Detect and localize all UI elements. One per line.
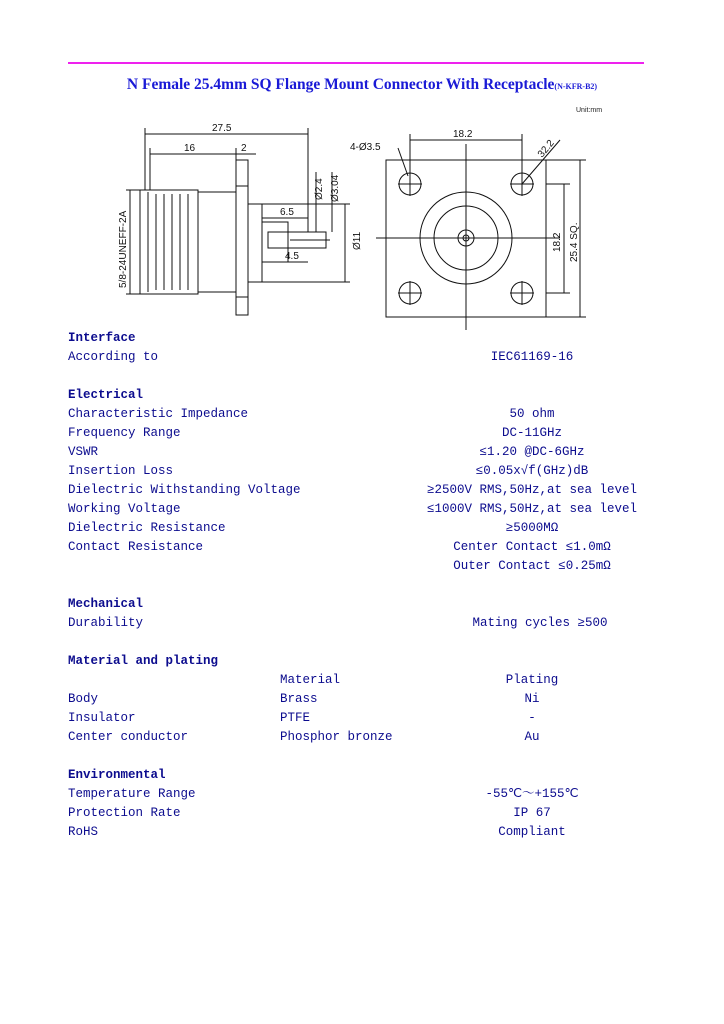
connector-body xyxy=(198,192,236,292)
electrical-heading: Electrical xyxy=(68,388,144,402)
mechanical-heading: Mechanical xyxy=(68,597,144,611)
label-16: 16 xyxy=(184,143,196,154)
label-4-5: 4.5 xyxy=(285,251,299,262)
material-plating: - xyxy=(528,711,536,725)
environmental-value: IP 67 xyxy=(513,806,551,820)
label-27-5: 27.5 xyxy=(212,123,232,134)
electrical-value: Center Contact ≤1.0mΩ xyxy=(453,540,611,554)
label-32-2: 32.2 xyxy=(535,137,557,160)
thread-body xyxy=(140,190,198,294)
material-plating: Ni xyxy=(524,692,540,706)
material-heading: Material and plating xyxy=(68,654,219,668)
interface-heading: Interface xyxy=(68,331,136,345)
label-2: 2 xyxy=(241,143,247,154)
label-holes: 4-Ø3.5 xyxy=(350,142,381,153)
electrical-value: ≤0.05x√f(GHz)dB xyxy=(475,464,589,478)
according-value: IEC61169-16 xyxy=(490,350,574,364)
label-18-2-top: 18.2 xyxy=(453,129,473,140)
durability-value: Mating cycles ≥500 xyxy=(472,616,608,630)
durability-label: Durability xyxy=(68,616,144,630)
environmental-label: Protection Rate xyxy=(68,806,181,820)
label-6-5: 6.5 xyxy=(280,207,294,218)
electrical-value: ≤1.20 @DC-6GHz xyxy=(479,445,585,459)
electrical-value: ≥5000MΩ xyxy=(505,521,559,535)
electrical-label: Frequency Range xyxy=(68,426,181,440)
label-18-2-side: 18.2 xyxy=(552,232,563,252)
electrical-label: Dielectric Withstanding Voltage xyxy=(68,483,301,497)
material-col-header: Material xyxy=(280,673,341,687)
label-thread: 5/8-24UNEFF-2A xyxy=(118,210,129,288)
material-name: Brass xyxy=(280,692,318,706)
page-title: N Female 25.4mm SQ Flange Mount Connector With Receptacle(N-KFR-B2) xyxy=(126,76,598,93)
material-part: Body xyxy=(68,692,99,706)
label-phi3-04: Ø3.04 xyxy=(330,174,341,202)
part-code: (N-KFR-B2) xyxy=(554,82,598,91)
electrical-value: ≥2500V RMS,50Hz,at sea level xyxy=(426,483,638,497)
electrical-label: Characteristic Impedance xyxy=(68,407,249,421)
material-name: PTFE xyxy=(280,711,311,725)
electrical-value: DC-11GHz xyxy=(501,426,562,440)
label-25-4-sq: 25.4 SQ. xyxy=(569,222,580,262)
electrical-label: VSWR xyxy=(68,445,99,459)
electrical-label: Working Voltage xyxy=(68,502,181,516)
environmental-heading: Environmental xyxy=(68,768,166,782)
label-phi2-4: Ø2.4 xyxy=(314,178,325,200)
environmental-label: RoHS xyxy=(68,825,99,839)
electrical-label: Dielectric Resistance xyxy=(68,521,226,535)
according-label: According to xyxy=(68,350,159,364)
label-phi11: Ø11 xyxy=(352,231,363,250)
environmental-value: -55℃～+155℃ xyxy=(485,787,579,801)
electrical-label: Insertion Loss xyxy=(68,464,174,478)
plating-col-header: Plating xyxy=(505,673,559,687)
material-part: Insulator xyxy=(68,711,136,725)
flange xyxy=(236,160,248,315)
material-name: Phosphor bronze xyxy=(280,730,393,744)
material-plating: Au xyxy=(524,730,540,744)
electrical-label: Contact Resistance xyxy=(68,540,204,554)
material-part: Center conductor xyxy=(68,730,189,744)
environmental-label: Temperature Range xyxy=(68,787,196,801)
hole-leader xyxy=(398,148,408,176)
electrical-value: ≤1000V RMS,50Hz,at sea level xyxy=(426,502,638,516)
technical-drawing xyxy=(0,0,724,340)
electrical-value: Outer Contact ≤0.25mΩ xyxy=(453,559,611,573)
electrical-value: 50 ohm xyxy=(509,407,555,421)
environmental-value: Compliant xyxy=(498,825,566,839)
unit-note: Unit:mm xyxy=(576,107,603,114)
